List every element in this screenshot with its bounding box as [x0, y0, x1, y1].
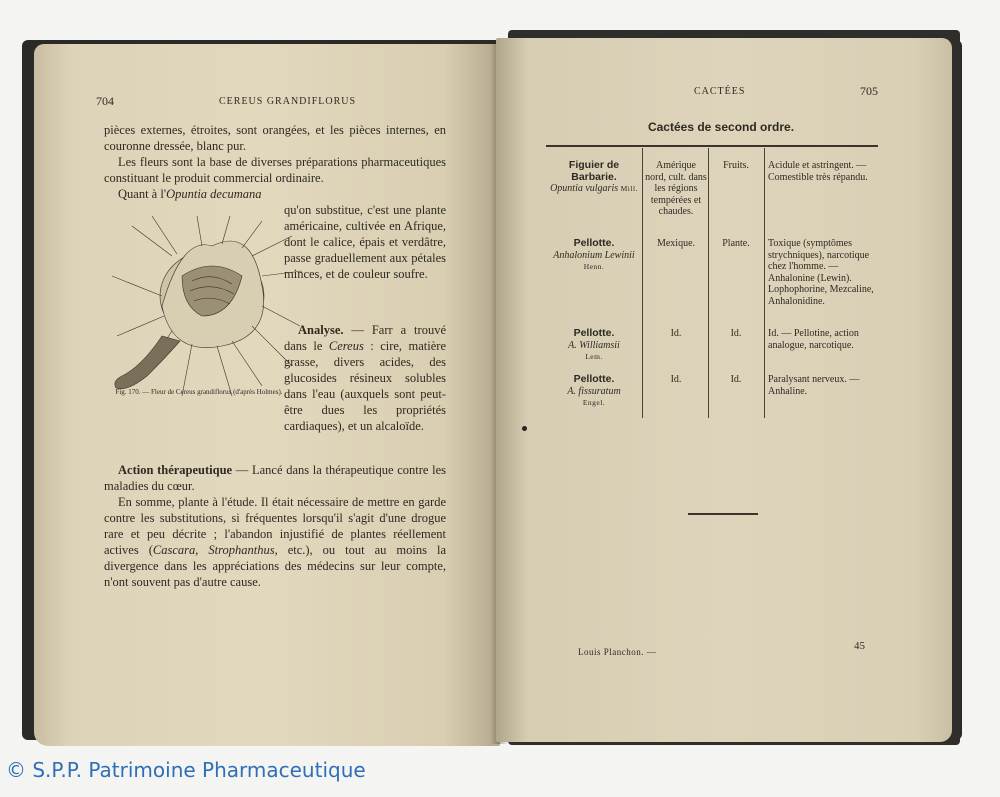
- signature-mark: 45: [854, 640, 865, 652]
- paragraph-3-line1: Quant à l'Opuntia decumana: [118, 187, 262, 201]
- cereus-flower-illustration: [102, 216, 302, 416]
- table-row-3-name: Pellotte. A. Williamsii Lem.: [568, 327, 620, 361]
- table-title: Cactées de second ordre.: [647, 120, 795, 134]
- table-row-2-part: Plante.: [722, 238, 750, 249]
- table-row-4-name: Pellotte. A. fissuratum Engel.: [567, 373, 621, 407]
- copyright-watermark: © S.P.P. Patrimoine Pharmaceutique: [6, 758, 366, 782]
- column-divider-3: [764, 148, 765, 418]
- table-top-rule: [546, 145, 878, 147]
- action-therapeutique: Action thérapeutique — Lancé dans la thérapeutique contre les maladies du cœur. En somme, plante à l'étude. Il était nécessaire de mettre en garde contre les substitutions, si fréquentes lorsqu'il s'agit d'une drogue rare et peu décrite ; l'abandon injustifié de plantes réellement actives (Cascara, Strophanthus, etc.), ou tout au moins la divergence dans les appréciations des médecins sur leur compte, n'ont souvent pas d'autre cause.: [104, 463, 446, 589]
- left-running-head: CEREUS GRANDIFLORUS: [219, 96, 357, 107]
- ink-spot: [522, 426, 527, 431]
- table-row-1-name: Figuier de Barbarie. Opuntia vulgaris Mill.: [550, 159, 638, 194]
- table-row-1-origin: Amérique nord, cult. dans les régions tempérées et chaudes.: [645, 160, 707, 217]
- end-of-section-rule: [688, 513, 758, 515]
- paragraph-3-wrapped: qu'on substitue, c'est une plante américaine, cultivée en Afrique, dont le calice, épais et verdâtre, passe graduellement aux pétales minces, et de couleur soufre.: [284, 203, 446, 281]
- table-row-1-props: Acidule et astringent. — Comestible très répandu.: [768, 160, 868, 183]
- table-row-2-name: Pellotte. Anhalonium Lewinii Henn.: [553, 237, 635, 271]
- table-row-2-props: Toxique (symptômes strychniques), narcotique chez l'homme. — Anhalonine (Lewin). Lophophorine, Mezcaline, Anhalonidine.: [768, 238, 874, 307]
- table-row-3-part: Id.: [730, 328, 742, 339]
- footer-author: Louis Planchon. —: [578, 647, 657, 657]
- table-row-2-origin: Mexique.: [656, 238, 696, 249]
- analyse-paragraph: Analyse. — Farr a trouvé dans le Cereus : cire, matière grasse, divers acides, des glucosides résineux solubles dans l'eau (auxquels sont peut-être dues les propriétés cardiaques), et un alcaloïde.: [284, 323, 446, 433]
- column-divider-2: [708, 148, 709, 418]
- left-text-top: [104, 122, 446, 186]
- closing-paragraph: En somme, plante à l'étude. Il était nécessaire de mettre en garde contre les substitutions, si fréquentes lorsqu'il s'agit d'une drogue rare et peu décrite ; l'abandon injustifié de plantes réellement actives (Cascara, Strophanthus, etc.), ou tout au moins la divergence dans les appréciations des médecins sur leur compte, n'ont souvent pas d'autre cause.: [104, 495, 446, 589]
- figure-caption: Fig. 170. — Fleur de Cereus grandiflorus (d'après Holmes).: [115, 388, 283, 396]
- table-row-4-props: Paralysant nerveux. — Anhaline.: [768, 374, 860, 397]
- left-page: [34, 44, 500, 746]
- table-row-3-props: Id. — Pellotine, action analogue, narcotique.: [768, 328, 859, 351]
- table-row-1-part: Fruits.: [723, 160, 749, 171]
- paragraph-2: Les fleurs sont la base de diverses préparations pharmaceutiques constituant le produit commercial ordinaire.: [104, 155, 446, 185]
- action-title: Action thérapeutique: [118, 463, 233, 477]
- column-divider-1: [642, 148, 643, 418]
- right-running-head: CACTÉES: [694, 86, 746, 97]
- right-page: [496, 38, 952, 742]
- table-row-4-origin: Id.: [670, 374, 682, 385]
- table-row-3-origin: Id.: [670, 328, 682, 339]
- right-page-number: 705: [860, 84, 878, 98]
- paragraph-1: pièces externes, étroites, sont orangées, et les pièces internes, en couronne dressée, blanc pur.: [104, 123, 446, 153]
- left-page-number: 704: [96, 94, 114, 108]
- table-row-4-part: Id.: [730, 374, 742, 385]
